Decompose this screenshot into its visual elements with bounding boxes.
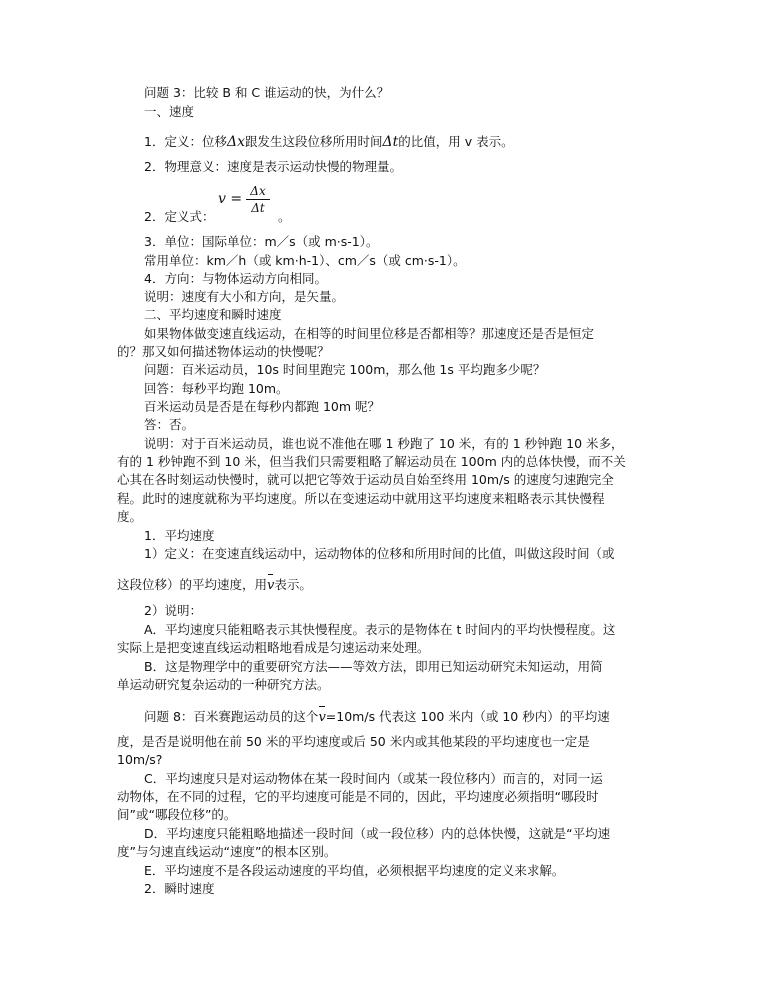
formula-fraction (246, 184, 270, 215)
question-sprinter: 问题：百米运动员，10s 时间里跑完 100m，那么他 1s 平均跑多少呢？ (144, 362, 546, 377)
formula-denominator: Δt (251, 201, 265, 215)
note-b: 单运动研究复杂运动的一种研究方法。 (117, 677, 330, 692)
v-bar-symbol: v (267, 578, 275, 593)
definition-line: 1．定义：位移Δx跟发生这段位移所用时间Δt的比值，用 v 表示。 (144, 134, 514, 150)
definition-formula-label: 2．定义式： (144, 209, 215, 224)
note-heading: 2）说明： (144, 603, 202, 618)
explanation-line: 说明：对于百米运动员，谁也说不准他在哪 1 秒跑了 10 米，有的 1 秒钟跑 10 米多， (144, 436, 624, 451)
explanation-line: 程。此时的速度就称为平均速度。所以在变速运动中就用这平均速度来粗略表示其快慢程 (117, 491, 605, 506)
note-b: B．这是物理学中的重要研究方法——等效方法，即用已知运动研究未知运动，用简 (144, 659, 603, 674)
physical-meaning: 2．物理意义：速度是表示运动快慢的物理量。 (144, 159, 402, 174)
answer-line: 回答：每秒平均跑 10m。 (144, 381, 289, 396)
question-line: 百米运动员是否是在每秒内都跑 10m 呢？ (144, 399, 381, 414)
v-bar-symbol: v (318, 710, 326, 725)
formula-period: 。 (278, 209, 291, 224)
delta-x-symbol: Δx (226, 134, 245, 150)
delta-t-symbol: Δt (382, 134, 399, 150)
explanation-line: 心其在各时刻运动快慢时，就可以把它等效于运动员自始至终用 10m/s 的速度匀速跑完全 (117, 472, 614, 487)
question-8: 10m/s? (117, 752, 163, 767)
answer-line: 答：否。 (144, 417, 195, 432)
definition-line: 1）定义：在变速直线运动中，运动物体的位移和所用时间的比值，叫做这段时间（或 (144, 546, 615, 561)
fraction-bar (246, 199, 270, 200)
note-d: D．平均速度只能粗略地描述一段时间（或一段位移）内的总体快慢，这就是“平均速 (144, 826, 611, 841)
unit-line: 3．单位：国际单位：m／s（或 m·s-1）。 (144, 234, 379, 249)
note-a: A．平均速度只能粗略表示其快慢程度。表示的是物体在 t 时间内的平均快慢程度。这 (144, 622, 616, 637)
paragraph-line: 如果物体做变速直线运动，在相等的时间里位移是否都相等？那速度还是否是恒定 (144, 326, 595, 341)
note-e: E．平均速度不是各段运动速度的平均值，必须根据平均速度的定义来求解。 (144, 863, 565, 878)
note-c: 间”或“哪段位移”的。 (117, 807, 237, 822)
question-3: 问题 3：比较 B 和 C 谁运动的快，为什么？ (144, 85, 390, 100)
section-heading-speed: 一、速度 (144, 104, 195, 119)
paragraph-line: 的？那又如何描述物体运动的快慢呢？ (117, 344, 330, 359)
note-c: C．平均速度只是对运动物体在某一段时间内（或某一段位移内）而言的，对同一运 (144, 771, 603, 786)
note-a: 实际上是把变速直线运动粗略地看成是匀速运动来处理。 (117, 640, 430, 655)
explanation-line: 度。 (117, 509, 143, 524)
vector-note: 说明：速度有大小和方向，是矢量。 (144, 289, 345, 304)
direction-line: 4．方向：与物体运动方向相同。 (144, 271, 327, 286)
section-heading-average: 二、平均速度和瞬时速度 (144, 307, 282, 322)
question-8: 问题 8：百米赛跑运动员的这个v=10m/s 代表这 100 米内（或 10 秒内）的平均速 (144, 709, 610, 725)
subsection-instant-speed: 2．瞬时速度 (144, 881, 215, 896)
formula-numerator: Δx (250, 184, 266, 198)
explanation-line: 有的 1 秒钟跑不到 10 米，但当我们只需要粗略了解运动员在 100m 内的总体快慢，而不关 (117, 454, 626, 469)
subsection-average-speed: 1．平均速度 (144, 528, 215, 543)
formula-lhs: v = (218, 191, 243, 207)
question-8: 度，是否是说明他在前 50 米的平均速度或后 50 米内或其他某段的平均速度也一定是 (117, 734, 590, 749)
note-c: 动物体，在不同的过程，它的平均速度可能是不同的，因此，平均速度必须指明“哪段时 (117, 789, 599, 804)
definition-line: 这段位移）的平均速度，用v表示。 (117, 577, 312, 593)
note-d: 度”与匀速直线运动“速度”的根本区别。 (117, 844, 337, 859)
common-unit-line: 常用单位：km／h（或 km·h-1）、cm／s（或 cm·s-1）。 (144, 253, 466, 268)
